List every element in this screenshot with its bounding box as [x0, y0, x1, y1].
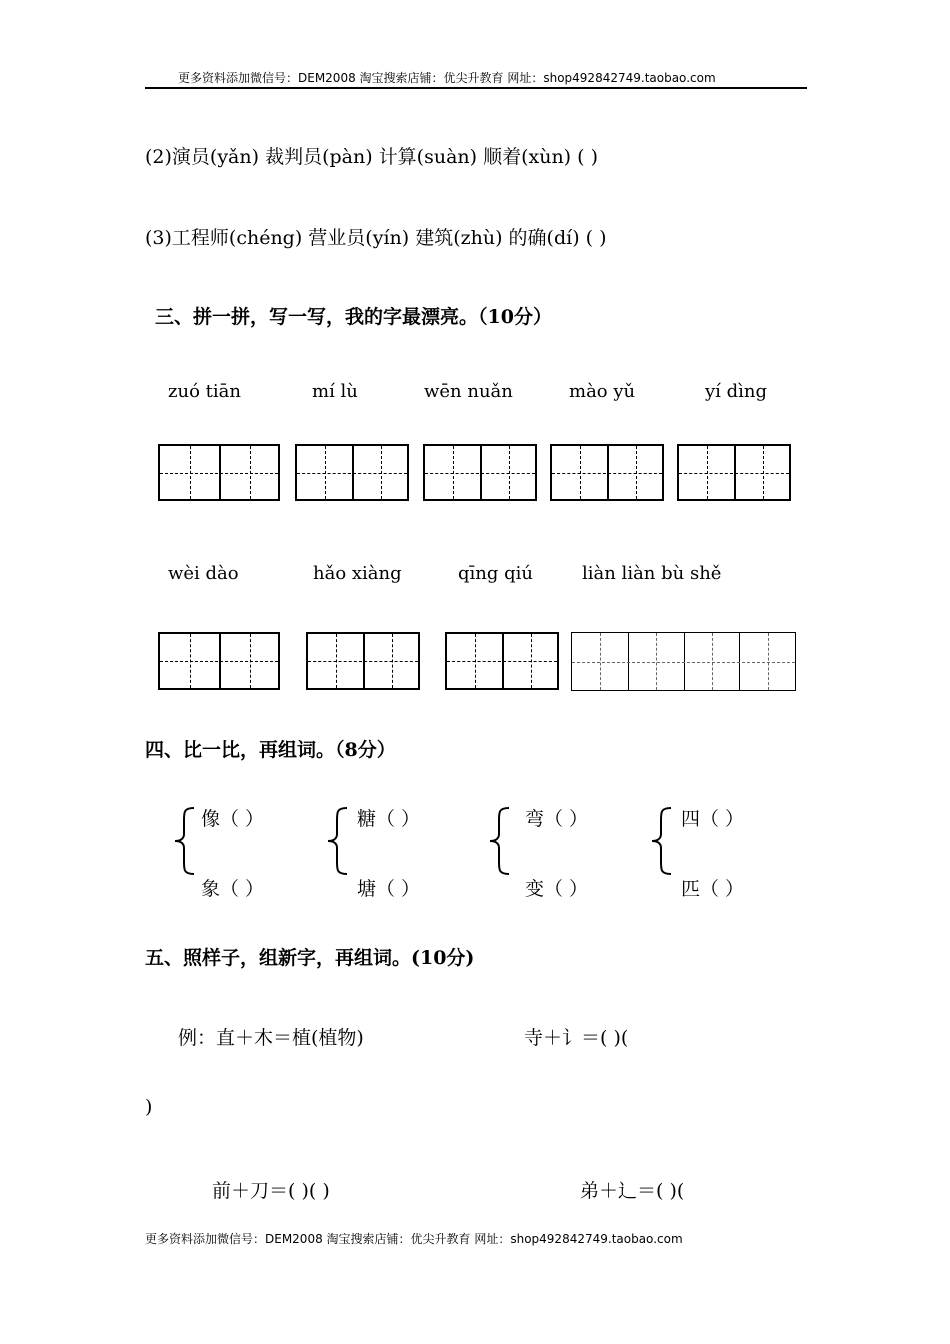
- writing-box[interactable]: [158, 444, 280, 501]
- pinyin-label: wèi dào: [168, 563, 239, 584]
- writing-box[interactable]: [423, 444, 537, 501]
- exercise-item: 寺＋讠＝( )(: [524, 1027, 629, 1049]
- writing-box[interactable]: [445, 632, 559, 690]
- compare-word: 糖（ ）: [357, 808, 421, 830]
- pinyin-item-3: (3)工程师(chéng) 营业员(yín) 建筑(zhù) 的确(dí) ( ): [145, 227, 607, 249]
- section-4-title: 四、比一比，再组词。（8分）: [145, 739, 396, 761]
- writing-box-4char[interactable]: [571, 632, 796, 691]
- writing-box[interactable]: [677, 444, 791, 501]
- header-rule: [145, 87, 807, 89]
- compare-word: 像（ ）: [201, 808, 265, 830]
- brace-icon: [325, 806, 351, 876]
- pinyin-label: yí dìng: [705, 381, 768, 402]
- compare-word: 匹（ ）: [681, 878, 745, 900]
- compare-word: 弯（ ）: [525, 808, 589, 830]
- page-footer: 更多资料添加微信号：DEM2008 淘宝搜索店铺：优尖升教育 网址：shop492842749.taobao.com: [145, 1232, 683, 1246]
- pinyin-label: zuó tiān: [168, 381, 241, 402]
- exercise-item: 弟＋辶＝( )(: [580, 1180, 685, 1202]
- brace-icon: [172, 806, 198, 876]
- pinyin-label: qīng qiú: [458, 563, 533, 584]
- pinyin-label: liàn liàn bù shě: [582, 563, 722, 584]
- brace-icon: [487, 806, 513, 876]
- compare-word: 塘（ ）: [357, 878, 421, 900]
- writing-box[interactable]: [158, 632, 280, 690]
- writing-box[interactable]: [550, 444, 664, 501]
- pinyin-item-2: (2)演员(yǎn) 裁判员(pàn) 计算(suàn) 顺着(xùn) ( ): [145, 146, 599, 168]
- exercise-item: 前＋刀＝( )( ): [212, 1180, 330, 1202]
- writing-box[interactable]: [306, 632, 420, 690]
- example-line: 例：直＋木＝植(植物): [178, 1027, 364, 1049]
- pinyin-label: mào yǔ: [569, 381, 636, 402]
- section-3-title: 三、拼一拼，写一写，我的字最漂亮。（10分）: [155, 306, 552, 328]
- pinyin-label: hǎo xiàng: [313, 563, 402, 584]
- brace-icon: [649, 806, 675, 876]
- writing-box[interactable]: [295, 444, 409, 501]
- compare-word: 变（ ）: [525, 878, 589, 900]
- pinyin-label: mí lù: [312, 381, 358, 402]
- compare-word: 四（ ）: [681, 808, 745, 830]
- exercise-item-continued: ): [145, 1096, 153, 1118]
- pinyin-label: wēn nuǎn: [424, 381, 513, 402]
- compare-word: 象（ ）: [201, 878, 265, 900]
- section-5-title: 五、照样子，组新字，再组词。(10分): [145, 947, 475, 969]
- page-header: 更多资料添加微信号：DEM2008 淘宝搜索店铺：优尖升教育 网址：shop492842749.taobao.com: [178, 71, 716, 85]
